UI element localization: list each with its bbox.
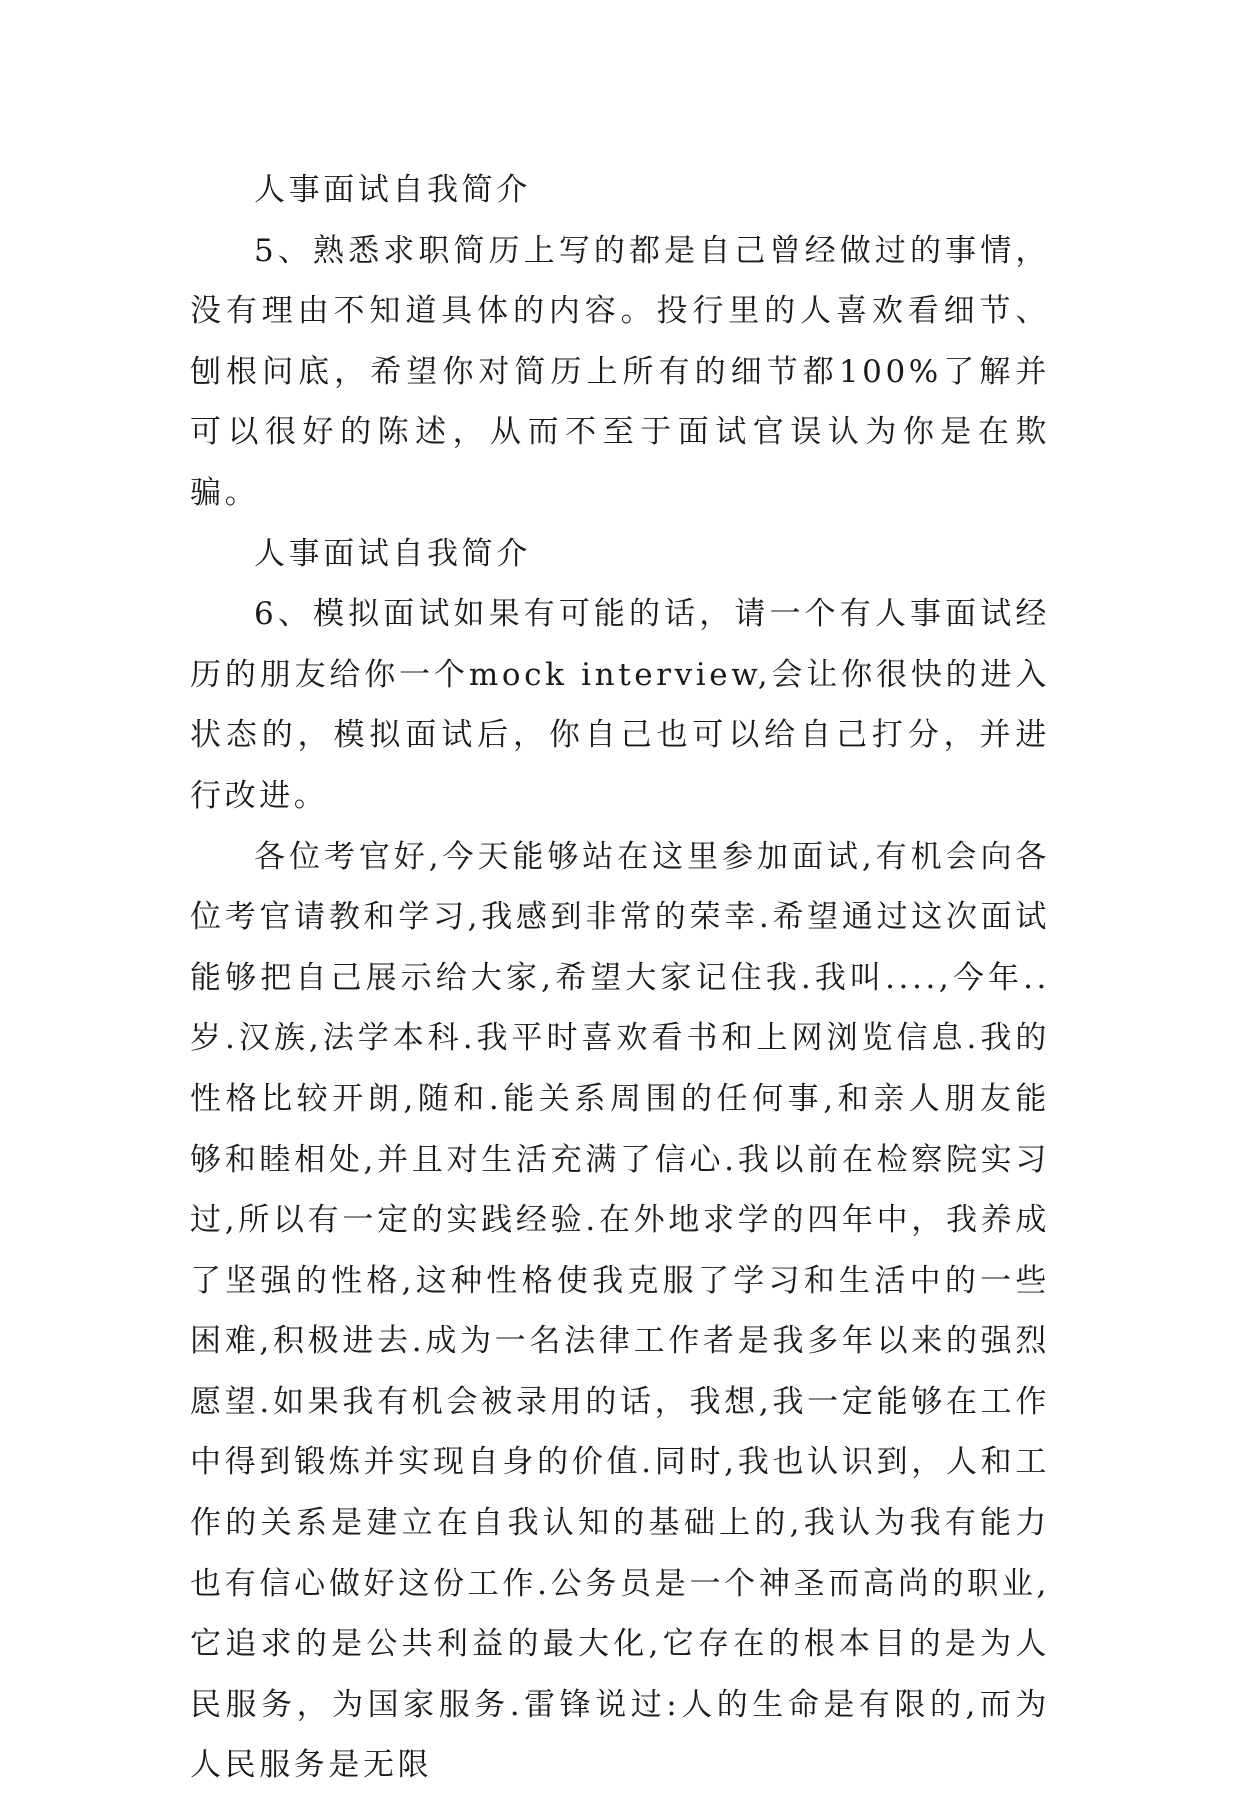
section-heading: 人事面试自我简介 (254, 172, 531, 208)
paragraph-self-introduction: 各位考官好,今天能够站在这里参加面试,有机会向各位考官请教和学习,我感到非常的荣幸.希望通过这次面试能够把自己展示给大家,希望大家记住我.我叫....,今年..岁.汉族,法学本科.我平时喜欢看书和上网浏览信息.我的性格比较开朗,随和.能关系周围的任何事,和亲人朋友能够和睦相处,并且对生活充满了信心.我以前在检察院实习过,所以有一定的实践经验.在外地求学的四年中，我养成了坚强的性格,这种性格使我克服了学习和生活中的一些困难,积极进去.成为一名法律工作者是我多年以来的强烈愿望.如果我有机会被录用的话，我想,我一定能够在工作中得到锻炼并实现自身的价值.同时,我也认识到，人和工作的关系是建立在自我认知的基础上的,我认为我有能力也有信心做好这份工作.公务员是一个神圣而高尚的职业,它追求的是公共利益的最大化,它存在的根本目的是为人民服务，为国家服务.雷锋说过:人的生命是有限的,而为人民服务是无限 (190, 838, 1050, 1784)
document-body (190, 160, 1050, 1796)
paragraph-tip-6: 6、模拟面试如果有可能的话，请一个有人事面试经历的朋友给你一个mock interview,会让你很快的进入状态的，模拟面试后，你自己也可以给自己打分，并进行改进。 (190, 596, 1050, 814)
paragraph-tip-5: 5、熟悉求职简历上写的都是自己曾经做过的事情，没有理由不知道具体的内容。投行里的人喜欢看细节、刨根问底，希望你对简历上所有的细节都100%了解并可以很好的陈述，从而不至于面试官误认为你是在欺骗。 (190, 232, 1050, 511)
section-heading: 人事面试自我简介 (254, 535, 531, 572)
